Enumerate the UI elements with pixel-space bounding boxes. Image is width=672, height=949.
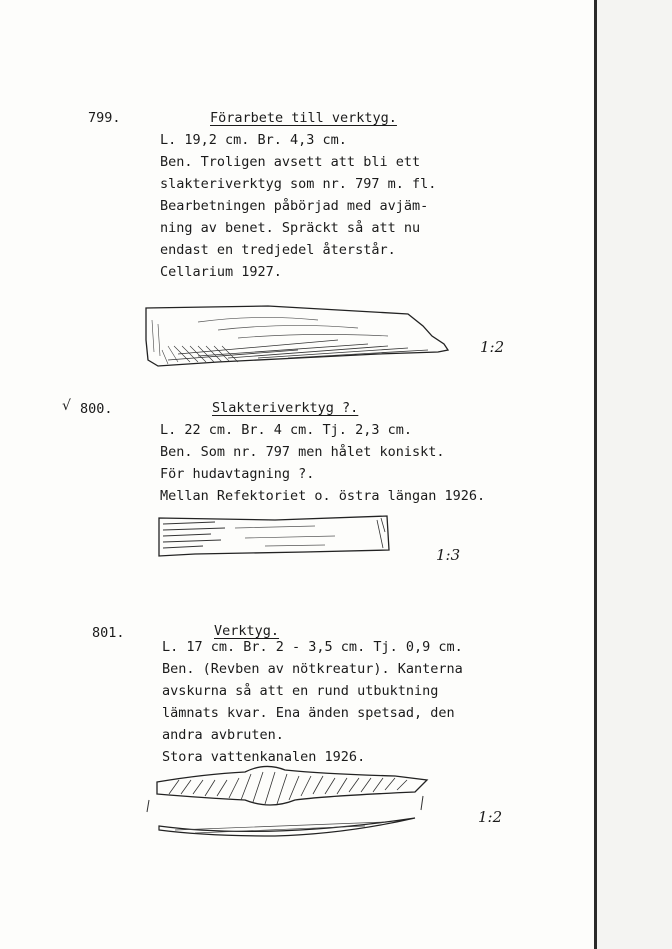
page-border-line xyxy=(594,0,597,949)
scale-label: 1:2 xyxy=(480,338,505,356)
check-mark: √ xyxy=(62,398,71,414)
description-line: lämnats kvar. Ena änden spetsad, den xyxy=(162,705,455,721)
description-line: avskurna så att en rund utbuktning xyxy=(162,683,439,699)
description-line: Ben. Som nr. 797 men hålet koniskt. xyxy=(160,444,445,460)
description-line: andra avbruten. xyxy=(162,727,284,743)
description-line: Bearbetningen påbörjad med avjäm- xyxy=(160,198,429,214)
scale-label: 1:3 xyxy=(436,546,461,564)
description-line: L. 22 cm. Br. 4 cm. Tj. 2,3 cm. xyxy=(160,422,412,438)
description-line: Mellan Refektoriet o. östra längan 1926. xyxy=(160,488,486,504)
description-line: ning av benet. Spräckt så att nu xyxy=(160,220,421,236)
description-line: Stora vattenkanalen 1926. xyxy=(162,749,366,765)
description-line: L. 19,2 cm. Br. 4,3 cm. xyxy=(160,132,347,148)
entry-number: 799. xyxy=(88,110,121,126)
description-line: Ben. (Revben av nötkreatur). Kanterna xyxy=(162,661,463,677)
page-background-edge xyxy=(597,0,672,949)
entry-number: 800. xyxy=(80,401,113,417)
description-line: För hudavtagning ?. xyxy=(160,466,315,482)
slaughter-tool-drawing xyxy=(155,512,395,562)
scale-label: 1:2 xyxy=(478,808,503,826)
bone-tool-drawing xyxy=(138,300,458,372)
entry-title: Verktyg. xyxy=(214,623,280,639)
description-line: slakteriverktyg som nr. 797 m. fl. xyxy=(160,176,437,192)
description-line: endast en tredjedel återstår. xyxy=(160,242,396,258)
entry-title: Förarbete till verktyg. xyxy=(210,110,397,126)
description-line: Ben. Troligen avsett att bli ett xyxy=(160,154,421,170)
entry-number: 801. xyxy=(92,625,125,641)
rib-tool-drawing xyxy=(145,760,435,850)
description-line: Cellarium 1927. xyxy=(160,264,282,280)
description-line: L. 17 cm. Br. 2 - 3,5 cm. Tj. 0,9 cm. xyxy=(162,639,463,655)
entry-title: Slakteriverktyg ?. xyxy=(212,400,359,416)
